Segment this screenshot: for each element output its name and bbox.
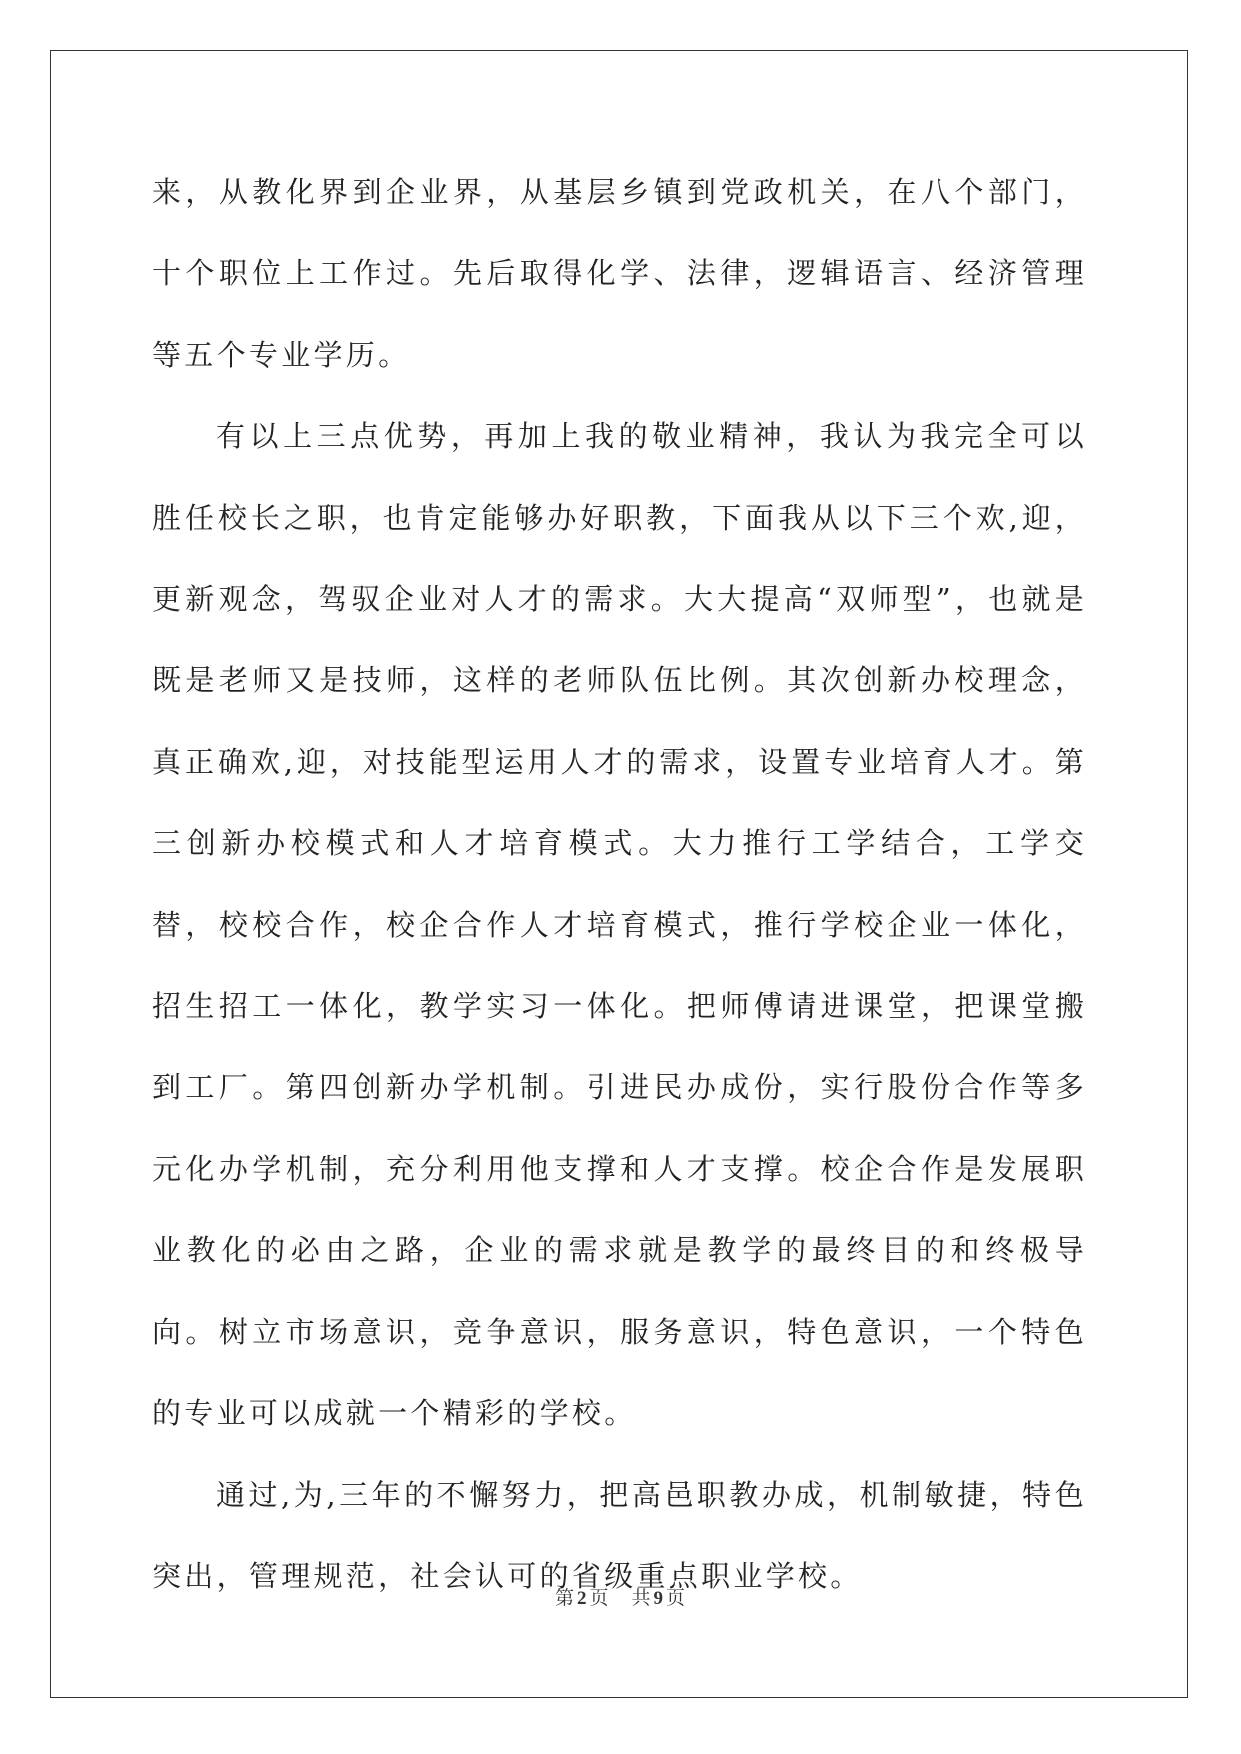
document-body bbox=[152, 152, 1087, 1617]
page-current: 2 bbox=[576, 1588, 588, 1609]
paragraph-3: 通过,为,三年的不懈努力，把高邑职教办成，机制敏捷，特色突出，管理规范，社会认可的省级重点职业学校。 bbox=[152, 1477, 1087, 1593]
paragraph-1: 来，从教化界到企业界，从基层乡镇到党政机关，在八个部门，十个职位上工作过。先后取得化学、法律，逻辑语言、经济管理等五个专业学历。 bbox=[152, 175, 1087, 372]
paragraph-2: 有以上三点优势，再加上我的敬业精神，我认为我完全可以胜任校长之职，也肯定能够办好职教，下面我从以下三个欢,迎，更新观念，驾驭企业对人才的需求。大大提高“双师型”，也就是既是老师又是技师，这样的老师队伍比例。其次创新办校理念，真正确欢,迎，对技能型运用人才的需求，设置专业培育人才。第三创新办校模式和人才培育模式。大力推行工学结合，工学交替，校校合作，校企合作人才培育模式，推行学校企业一体化，招生招工一体化，教学实习一体化。把师傅请进课堂，把课堂搬到工厂。第四创新办学机制。引进民办成份，实行股份合作等多元化办学机制，充分利用他支撑和人才支撑。校企合作是发展职业教化的必由之路，企业的需求就是教学的最终目的和终极导向。树立市场意识，竞争意识，服务意识，特色意识，一个特色的专业可以成就一个精彩的学校。 bbox=[152, 419, 1087, 1431]
page-total: 9 bbox=[653, 1588, 665, 1609]
page-unit: 页 bbox=[589, 1587, 610, 1609]
page-prefix: 第 bbox=[554, 1587, 575, 1609]
total-prefix: 共 bbox=[631, 1587, 652, 1609]
total-unit: 页 bbox=[666, 1587, 687, 1609]
page-footer bbox=[0, 1583, 1241, 1610]
